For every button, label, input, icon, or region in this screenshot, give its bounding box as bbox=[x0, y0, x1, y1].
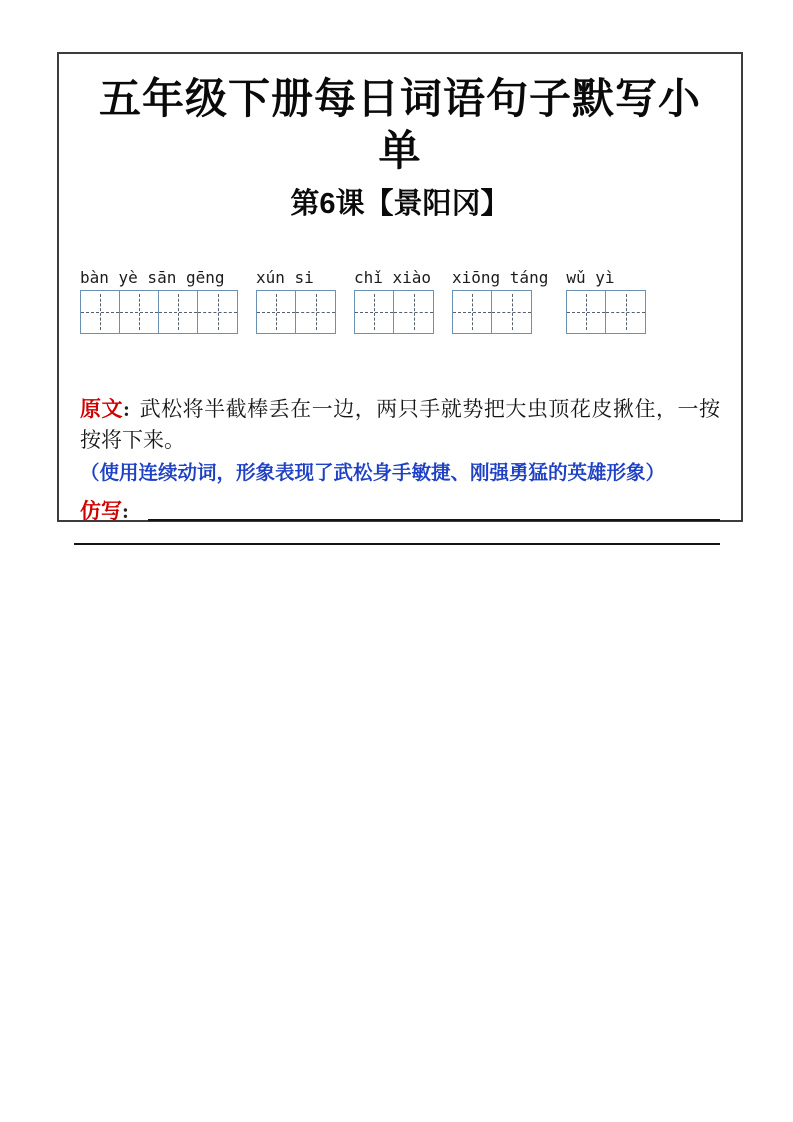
tianzige-grid bbox=[256, 290, 336, 334]
pinyin-group bbox=[256, 268, 336, 334]
tianzige-cell bbox=[198, 291, 237, 333]
pinyin-label: xiōng táng bbox=[452, 268, 549, 287]
imitation-colon: : bbox=[122, 499, 129, 523]
imitation-label: 仿写 bbox=[80, 499, 122, 523]
tianzige-cell bbox=[492, 291, 531, 333]
tianzige-cell bbox=[296, 291, 335, 333]
tianzige-cell bbox=[453, 291, 492, 333]
original-label: 原文 bbox=[80, 397, 124, 421]
tianzige-grid bbox=[354, 290, 434, 334]
tianzige-cell bbox=[606, 291, 645, 333]
tianzige-cell bbox=[81, 291, 120, 333]
pinyin-label: xún si bbox=[256, 268, 314, 287]
annotation-text: （使用连续动词，形象表现了武松身手敏捷、刚强勇猛的英雄形象） bbox=[80, 463, 666, 484]
pinyin-group bbox=[354, 268, 434, 334]
tianzige-grid bbox=[566, 290, 646, 334]
lesson-subtitle: 第6课【景阳冈】 bbox=[290, 188, 510, 220]
page-title: 五年级下册每日词语句子默写小单 bbox=[98, 77, 701, 175]
worksheet-content-box bbox=[57, 52, 743, 522]
tianzige-cell bbox=[159, 291, 198, 333]
pinyin-grid-row bbox=[80, 268, 720, 334]
imitation-row bbox=[80, 496, 720, 526]
tianzige-cell bbox=[567, 291, 606, 333]
imitation-writing-line-2 bbox=[74, 543, 720, 545]
pinyin-group bbox=[452, 268, 548, 334]
original-text-paragraph bbox=[80, 394, 720, 456]
pinyin-group bbox=[566, 268, 646, 334]
pinyin-label: bàn yè sān gēng bbox=[80, 268, 225, 287]
tianzige-grid bbox=[452, 290, 532, 334]
pinyin-group bbox=[80, 268, 238, 334]
tianzige-cell bbox=[257, 291, 296, 333]
imitation-writing-line-1 bbox=[148, 519, 720, 521]
pinyin-label: wǔ yì bbox=[566, 268, 615, 287]
tianzige-cell bbox=[120, 291, 159, 333]
pinyin-label: chǐ xiào bbox=[354, 268, 432, 287]
tianzige-grid bbox=[80, 290, 238, 334]
original-colon: : bbox=[123, 397, 131, 421]
tianzige-cell bbox=[355, 291, 394, 333]
original-text: 武松将半截棒丢在一边，两只手就势把大虫顶花皮揪住，一按按将下来。 bbox=[80, 397, 721, 452]
tianzige-cell bbox=[394, 291, 433, 333]
